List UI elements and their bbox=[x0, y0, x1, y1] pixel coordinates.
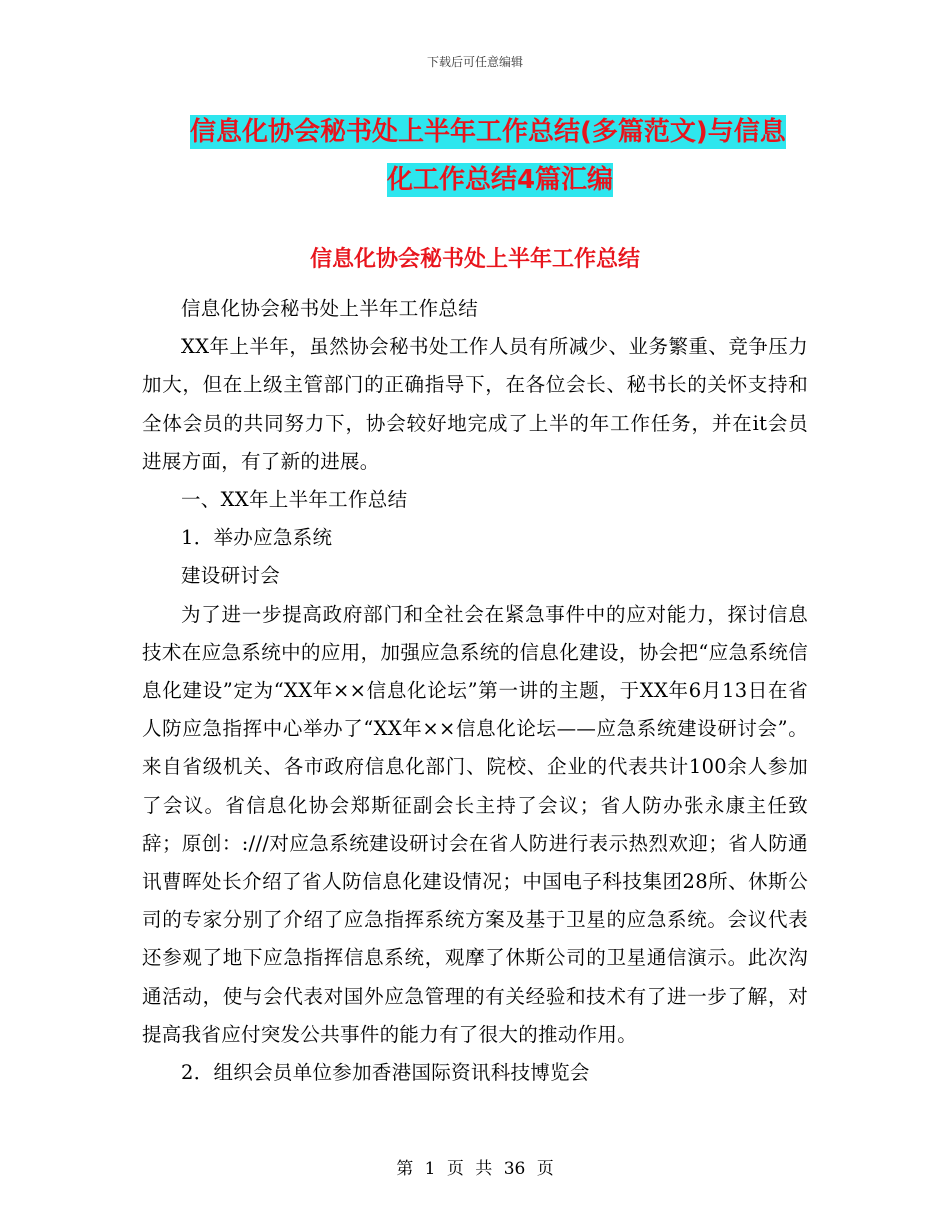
document-body bbox=[142, 290, 808, 1092]
heading-item-one: 1．举办应急系统 bbox=[181, 526, 333, 550]
document-title-line2: 化工作总结4篇汇编 bbox=[386, 165, 614, 195]
section-title: 信息化协会秘书处上半年工作总结 bbox=[309, 247, 640, 272]
page-header-note: 下载后可任意编辑 bbox=[426, 55, 523, 69]
paragraph-intro: XX年上半年，虽然协会秘书处工作人员有所减少、业务繁重、竞争压力加大，但在上级主管部门的正确指导下，在各位会长、秘书长的关怀支持和全体会员的共同努力下，协会较好地完成了上半的年工作任务，并在it会员进展方面，有了新的进展。 bbox=[142, 335, 808, 473]
heading-part-one: 一、XX年上半年工作总结 bbox=[181, 488, 408, 512]
document-title bbox=[190, 108, 810, 204]
paragraph-seminar: 为了进一步提高政府部门和全社会在紧急事件中的应对能力，探讨信息技术在应急系统中的应用，加强应急系统的信息化建设，协会把“应急系统信息化建设”定为“XX年××信息化论坛”第一讲的主题，于XX年6月13日在省人防应急指挥中心举办了“XX年××信息化论坛——应急系统建设研讨会”。来自省级机关、各市政府信息化部门、院校、企业的代表共计100余人参加了会议。省信息化协会郑斯征副会长主持了会议；省人防办张永康主任致辞；原创：:///对应急系统建设研讨会在省人防进行表示热烈欢迎；省人防通讯曹晖处长介绍了省人防信息化建设情况；中国电子科技集团28所、休斯公司的专家分别了介绍了应急指挥系统方案及基于卫星的应急系统。会议代表还参观了地下应急指挥信息系统，观摩了休斯公司的卫星通信演示。此次沟通活动，使与会代表对国外应急管理的有关经验和技术有了进一步了解，对提高我省应付突发公共事件的能力有了很大的推动作用。 bbox=[142, 602, 808, 1046]
page-footer: 第 1 页 共 36 页 bbox=[396, 1159, 554, 1179]
document-title-line1: 信息化协会秘书处上半年工作总结(多篇范文)与信息 bbox=[190, 117, 786, 147]
paragraph-subtitle: 信息化协会秘书处上半年工作总结 bbox=[181, 297, 479, 320]
heading-item-two: 2．组织会员单位参加香港国际资讯科技博览会 bbox=[181, 1061, 590, 1085]
heading-item-one-cont: 建设研讨会 bbox=[181, 564, 281, 588]
